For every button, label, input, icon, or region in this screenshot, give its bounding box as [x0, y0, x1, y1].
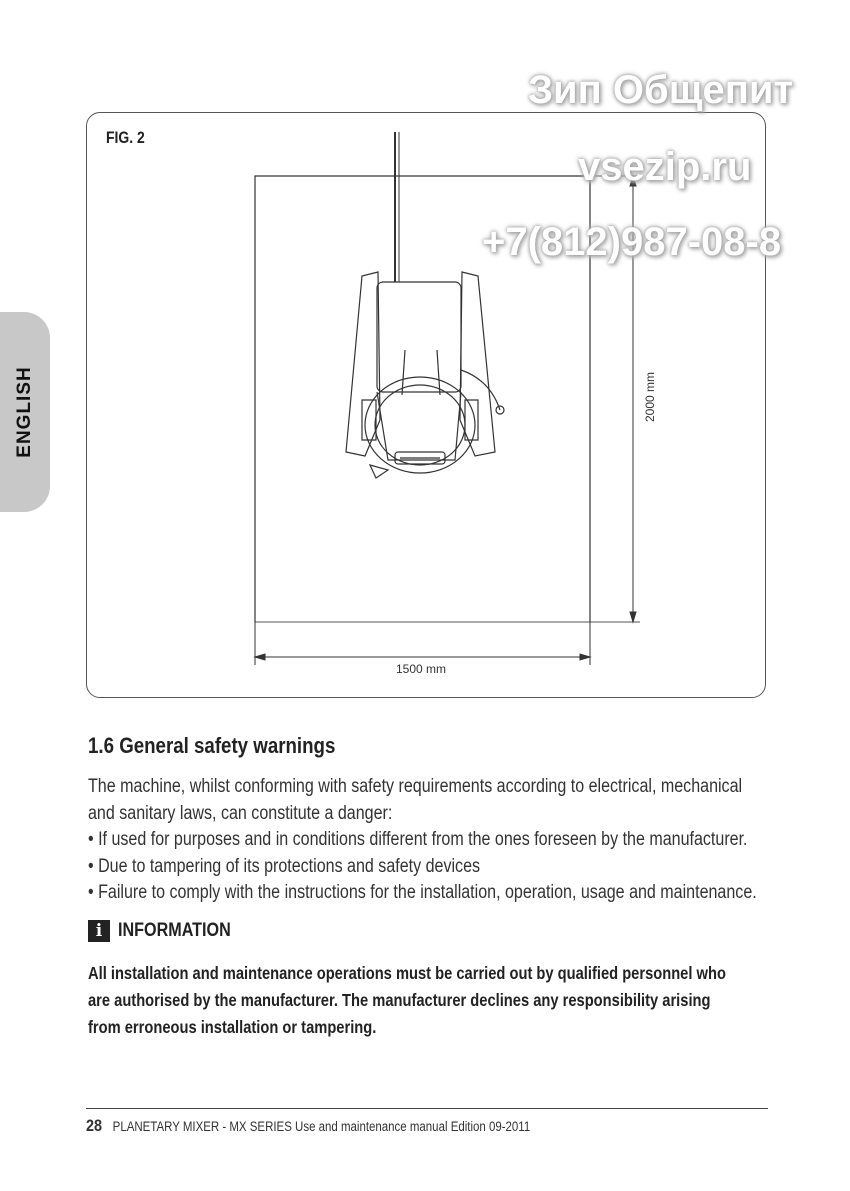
watermark-site: vsezip.ru	[578, 145, 752, 189]
warning-bullet: • If used for purposes and in conditions different from the ones foreseen by the manufacturer.	[88, 829, 748, 850]
warning-paragraph: and sanitary laws, can constitute a danger:	[88, 802, 393, 824]
dimension-height-label: 2000 mm	[643, 371, 657, 423]
information-title: INFORMATION	[118, 920, 231, 941]
info-icon: i	[88, 920, 110, 942]
figure-label: FIG. 2	[106, 128, 145, 147]
information-line: are authorised by the manufacturer. The manufacturer declines any responsibility arising	[88, 990, 711, 1010]
warning-bullet: • Due to tampering of its protections and safety devices	[88, 855, 481, 877]
information-line: All installation and maintenance operations must be carried out by qualified personnel who	[88, 963, 726, 983]
warning-bullet: • Failure to comply with the instructions for the installation, operation, usage and maintenance.	[88, 882, 757, 903]
information-heading	[88, 920, 251, 942]
footer-divider	[86, 1108, 768, 1109]
information-line: from erroneous installation or tampering.	[88, 1017, 377, 1037]
watermark-shop-name: Зип Общепит	[528, 68, 794, 112]
dimension-width-label: 1500 mm	[395, 662, 447, 676]
language-tab-label: ENGLISH	[14, 366, 35, 458]
page-footer	[86, 1116, 530, 1136]
mixer-body	[377, 282, 461, 392]
footer-text: PLANETARY MIXER - MX SERIES Use and maintenance manual Edition 09-2011	[112, 1119, 531, 1134]
information-text	[88, 960, 768, 1041]
section-heading: 1.6 General safety warnings	[88, 733, 336, 758]
watermark-phone: +7(812)987-08-8	[482, 220, 782, 264]
warning-paragraph: The machine, whilst conforming with safety requirements according to electrical, mechanical	[88, 776, 743, 797]
page-number: 28	[86, 1116, 103, 1135]
safety-warnings-text	[88, 774, 764, 907]
